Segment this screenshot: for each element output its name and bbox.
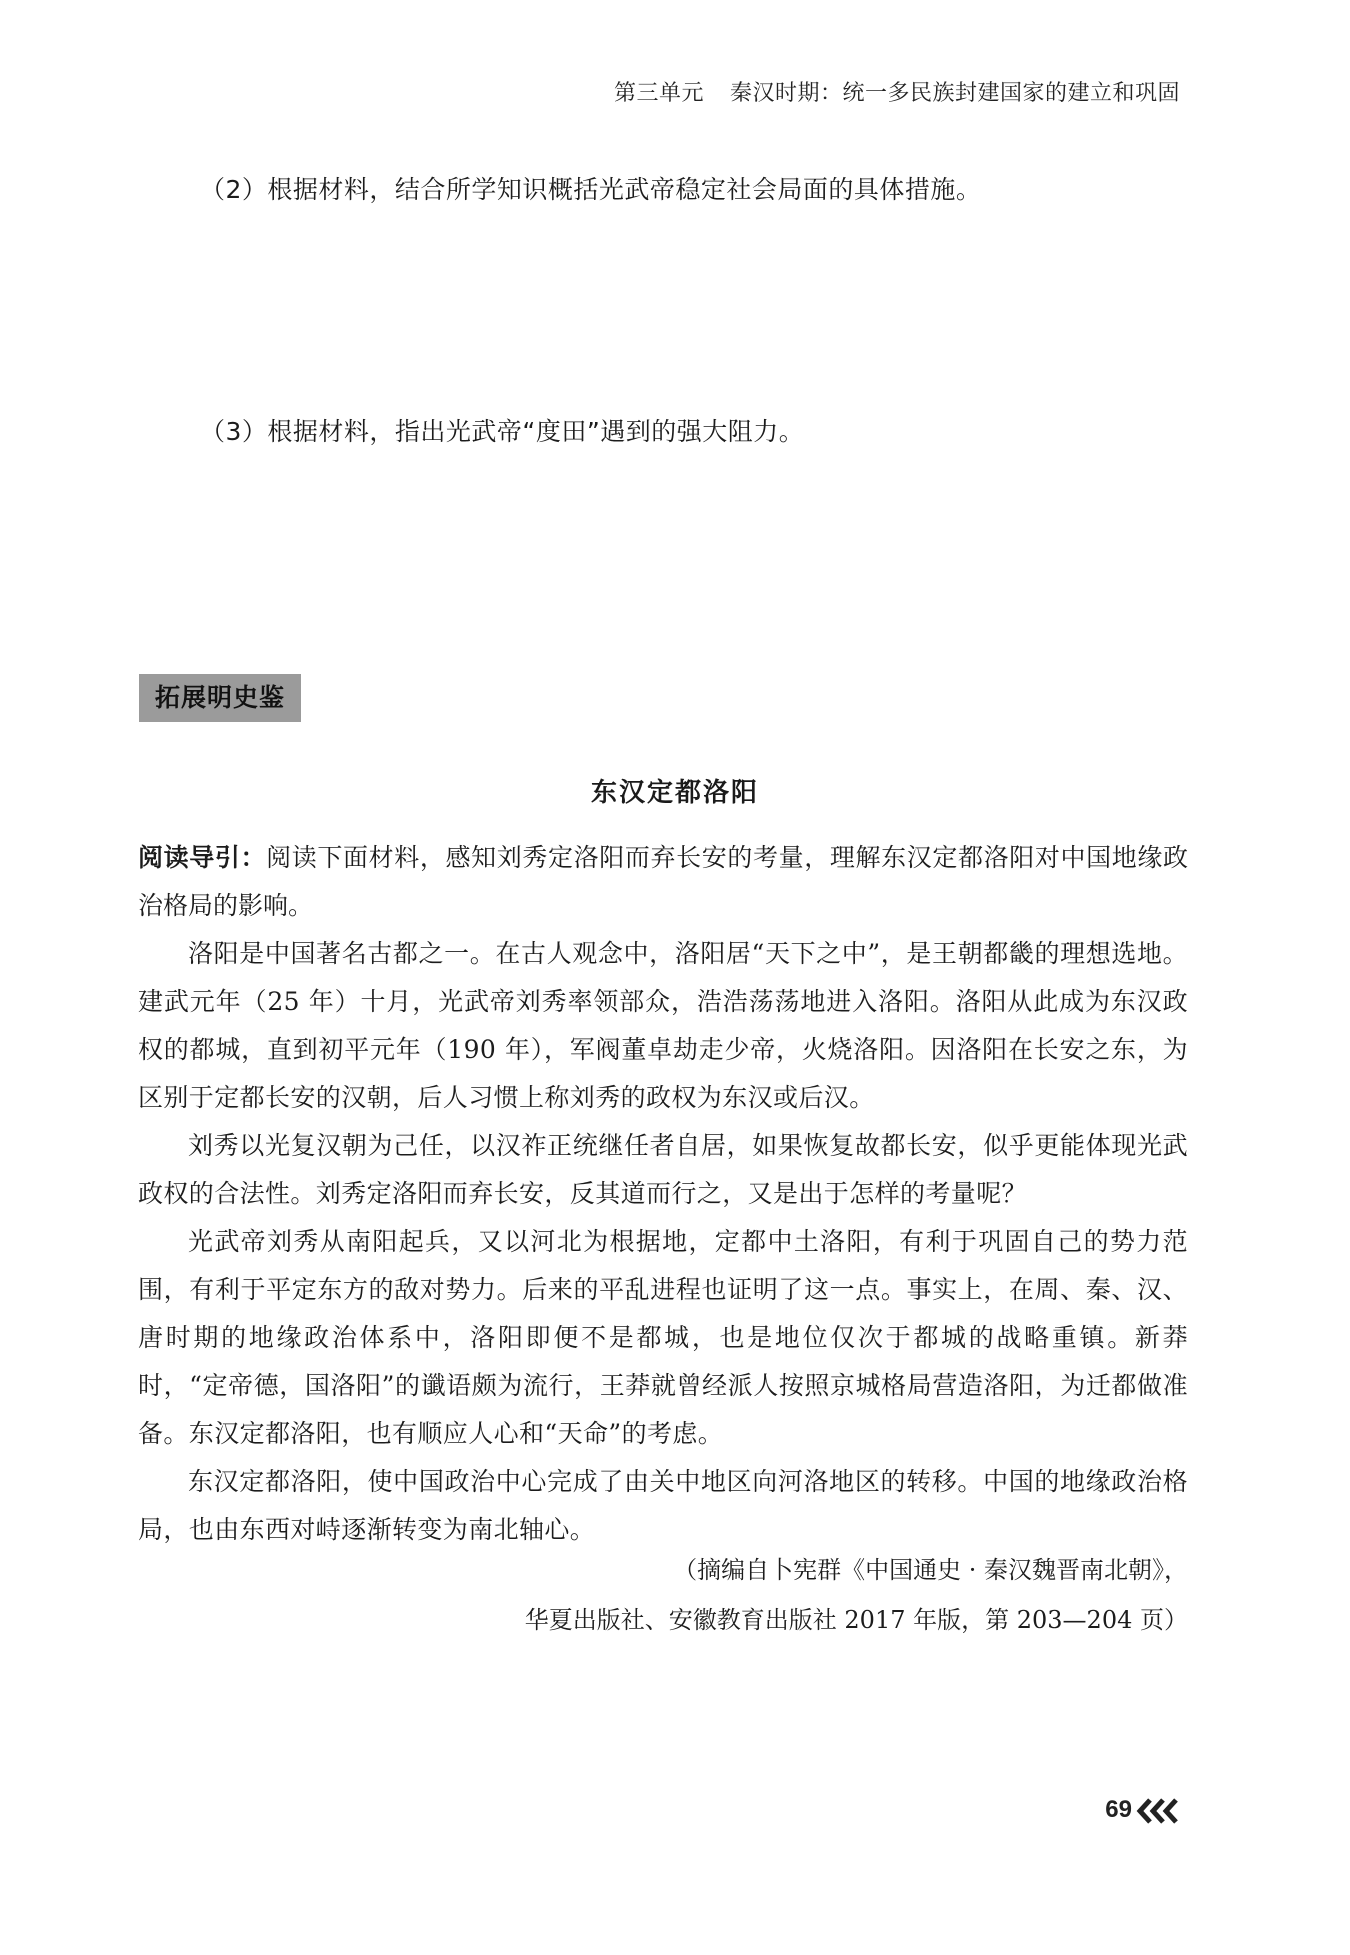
header-unit: 第三单元 (613, 81, 704, 106)
question-2: （2）根据材料，结合所学知识概括光武帝稳定社会局面的具体措施。 (200, 175, 982, 204)
article-paragraph-2: 刘秀以光复汉朝为己任，以汉祚正统继任者自居，如果恢复故都长安，似乎更能体现光武政权的合法性。刘秀定洛阳而弃长安，反其道而行之，又是出于怎样的考量呢？ (138, 1131, 1188, 1208)
reading-guide (138, 834, 1188, 930)
header-title: 秦汉时期：统一多民族封建国家的建立和巩固 (729, 81, 1180, 106)
article-paragraph-3: 光武帝刘秀从南阳起兵，又以河北为根据地，定都中土洛阳，有利于巩固自己的势力范围，有利于平定东方的敌对势力。后来的平乱进程也证明了这一点。事实上，在周、秦、汉、唐时期的地缘政治体系中，洛阳即便不是都城，也是地位仅次于都城的战略重镇。新莽时，“定帝德，国洛阳”的谶语颇为流行，王莽就曾经派人按照京城格局营造洛阳，为迁都做准备。东汉定都洛阳，也有顺应人心和“天命”的考虑。 (138, 1227, 1188, 1448)
source-citation-line-1: （摘编自卜宪群《中国通史 · 秦汉魏晋南北朝》， (673, 1556, 1188, 1584)
article-paragraph-4: 东汉定都洛阳，使中国政治中心完成了由关中地区向河洛地区的转移。中国的地缘政治格局，也由东西对峙逐渐转变为南北轴心。 (138, 1467, 1188, 1544)
reading-guide-label: 阅读导引： (138, 843, 267, 872)
question-3: （3）根据材料，指出光武帝“度田”遇到的强大阻力。 (200, 417, 805, 446)
running-header (614, 76, 1180, 107)
article-title: 东汉定都洛阳 (590, 778, 759, 808)
article-body (138, 834, 1188, 1554)
triple-chevron-left-icon (1136, 1798, 1182, 1824)
page-number: 69 (1105, 1796, 1132, 1823)
section-tag: 拓展明史鉴 (139, 674, 301, 722)
article-paragraph-1: 洛阳是中国著名古都之一。在古人观念中，洛阳居“天下之中”，是王朝都畿的理想选地。建武元年（25 年）十月，光武帝刘秀率领部众，浩浩荡荡地进入洛阳。洛阳从此成为东汉政权的都城，直到初平元年（190 年），军阀董卓劫走少帝，火烧洛阳。因洛阳在长安之东，为区别于定都长安的汉朝，后人习惯上称刘秀的政权为东汉或后汉。 (138, 939, 1188, 1112)
reading-guide-text: 阅读下面材料，感知刘秀定洛阳而弃长安的考量，理解东汉定都洛阳对中国地缘政治格局的影响。 (138, 843, 1188, 920)
source-citation-line-2: 华夏出版社、安徽教育出版社 2017 年版，第 203—204 页） (524, 1606, 1188, 1634)
